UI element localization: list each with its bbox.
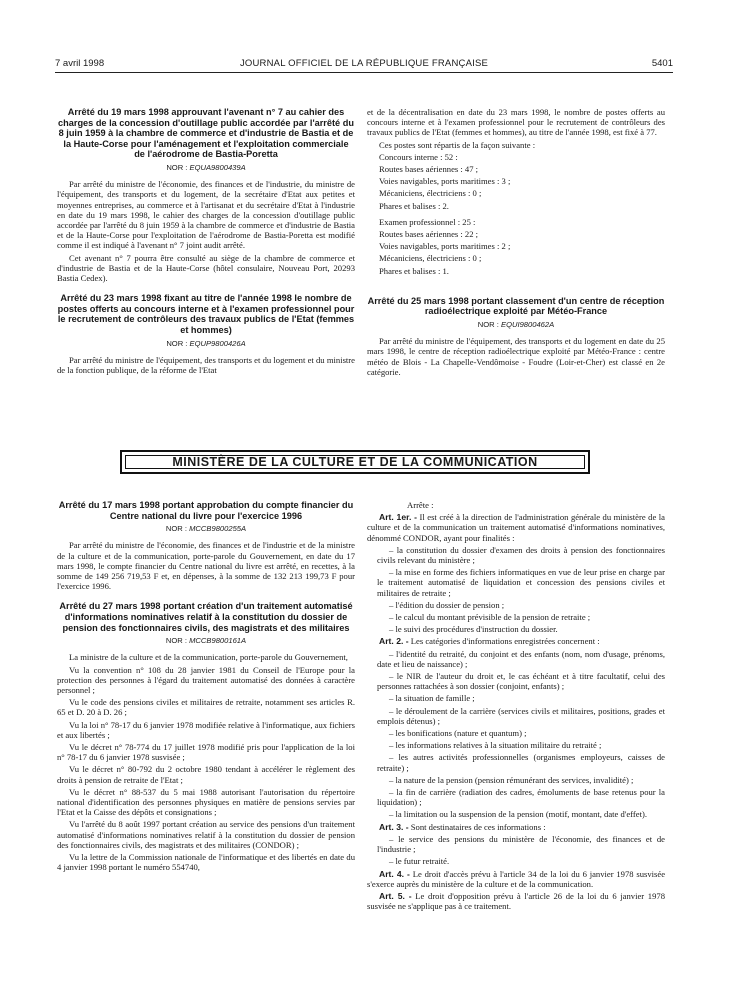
list-heading: Concours interne : 52 : xyxy=(379,151,458,162)
article-text: Les catégories d'informations enregistrées concernent : xyxy=(408,636,600,647)
lower-right-column xyxy=(367,500,665,913)
list-item: – l'identité du retraité, du conjoint et des enfants (nom, nom d'usage, prénoms, date et lieu de naissance) ; xyxy=(377,648,665,669)
nor-code: MCCB9800255A xyxy=(189,524,247,534)
nor-reference xyxy=(57,636,355,646)
upper-right-column xyxy=(367,107,665,379)
article-label: Art. 5. - xyxy=(379,890,412,901)
article-label: Art. 1er. - xyxy=(379,512,417,523)
lower-left-column xyxy=(57,500,355,874)
list-item: – la mise en forme des fichiers informatiques en vue de leur prise en charge par le traitement automatisé de liquidation et concession des pensions civiles et militaires de retraite ; xyxy=(377,567,665,598)
list-heading: Examen professionnel : 25 : xyxy=(379,216,476,227)
visa-paragraph: Vu le décret n° 80-792 du 2 octobre 1980 tendant à accélérer le règlement des droits à pension de retraite de l'Etat ; xyxy=(57,764,355,785)
decree-paragraph: Par arrêté du ministre de l'équipement, des transports et du logement et du ministre de la fonction publique, de la réforme de l'Etat xyxy=(57,354,355,375)
decree-paragraph: Par arrêté du ministre de l'économie, des finances et de l'industrie et de la ministre de la culture et de la communication, porte-parole du Gouvernement, en date du 17 mars 1998, le compte financier du Centre national du livre est arrêté, en recettes, à la somme de 149 256 719,53 F et, en dépenses, à la somme de 132 213 199,73 F pour l'exercice 1996. xyxy=(57,540,355,592)
header-date: 7 avril 1998 xyxy=(55,58,105,69)
nor-label: NOR : xyxy=(166,162,190,172)
nor-code: EQUA9800439A xyxy=(189,162,246,172)
nor-reference xyxy=(57,163,355,173)
list-item: Mécaniciens, électriciens : 0 ; xyxy=(379,188,482,199)
decree-paragraph: Ces postes sont répartis de la façon suivante : xyxy=(379,139,536,150)
list-item: – la nature de la pension (pension rémunérant des services, invalidité) ; xyxy=(389,774,634,785)
ministry-heading: MINISTÈRE DE LA CULTURE ET DE LA COMMUNICATION xyxy=(120,450,590,474)
list-item: Voies navigables, ports maritimes : 3 ; xyxy=(379,176,511,187)
arrete-line: Arrête : xyxy=(407,500,434,510)
nor-code: EQUP9800426A xyxy=(189,338,246,348)
list-item: – le calcul du montant prévisible de la pension de retraite ; xyxy=(389,612,591,623)
list-item: Voies navigables, ports maritimes : 2 ; xyxy=(379,241,511,252)
article-text: Le droit d'accès prévu à l'article 34 de la loi du 6 janvier 1978 susvisée s'exerce auprès du ministère de la culture et de la communication. xyxy=(367,868,666,889)
decree-title: Arrêté du 23 mars 1998 fixant au titre de l'année 1998 le nombre de postes offerts au concours interne et à l'examen professionnel pour le recrutement de contrôleurs des travaux publics de l'Etat (femmes et hommes) xyxy=(57,293,355,335)
article-5 xyxy=(367,891,665,911)
list-item: – le service des pensions du ministère de l'économie, des finances et de l'industrie ; xyxy=(377,833,665,855)
list-item: – la constitution du dossier d'examen des droits à pension des fonctionnaires civils relevant du ministère ; xyxy=(377,544,665,566)
list-item: – l'édition du dossier de pension ; xyxy=(389,599,505,610)
article-3 xyxy=(367,822,665,832)
upper-left-column xyxy=(57,107,355,377)
list-item: Routes bases aériennes : 47 ; xyxy=(379,164,479,175)
list-item: – les bonifications (nature et quantum) ; xyxy=(389,728,527,739)
decree-paragraph: Par arrêté du ministre de l'équipement, des transports et du logement en date du 25 mars 1998, le centre de réception radioélectrique exploité par Météo-France : centre météo de Blois - La Chapelle-Vendômoise - Foudre (Loir-et-Cher) est classé en 2e catégorie. xyxy=(367,336,665,377)
visa-paragraph: Vu l'arrêté du 8 août 1997 portant création au service des pensions d'un traitement automatisé d'informations nominatives relatif à la constitution du dossier de pension des fonctionnaires civils, des magistrats et des militaires (CONDOR) ; xyxy=(57,819,355,850)
visa-paragraph: Vu le décret n° 88-537 du 5 mai 1988 autorisant l'autorisation du répertoire national d'identification des personnes physiques en matière de pensions servies par l'Etat et la Caisse des dépôts et consignations ; xyxy=(57,786,355,818)
list-item: – la limitation ou la suspension de la pension (motif, montant, date d'effet). xyxy=(389,809,647,820)
nor-code: EQUI9800462A xyxy=(501,320,555,330)
list-item: Routes bases aériennes : 22 ; xyxy=(379,229,479,240)
article-label: Art. 2. - xyxy=(379,636,409,647)
header-page-number: 5401 xyxy=(651,58,673,69)
article-4 xyxy=(367,869,665,889)
list-item: Phares et balises : 2. xyxy=(379,200,449,211)
decree-paragraph: Par arrêté du ministre de l'économie, des finances et de l'industrie, du ministre de l'équipement, des transports et du logement, de la secrétaire d'Etat aux petites et moyennes entreprises, au commerce et à l'artisanat et du secrétaire d'Etat à l'industrie en date du 19 mars 1998, le cahier des charges de la concession d'outillage public accordée par l'arrêté du 8 juin 1959 à la chambre de commerce et d'industrie de Bastia et de la Haute-Corse pour l'exploitation de l'aérodrome de Bastia-Poretta est modifié comme il est indiqué à l'avenant n° 7 joint audit arrêté. xyxy=(57,179,355,251)
decree-paragraph: La ministre de la culture et de la communication, porte-parole du Gouvernement, xyxy=(69,652,348,663)
list-item: Mécaniciens, électriciens : 0 ; xyxy=(379,253,482,264)
decree-paragraph: Cet avenant n° 7 pourra être consulté au siège de la chambre de commerce et d'industrie de Bastia et de la Haute-Corse (hôtel consulaire, Nouveau Port, 20293 Bastia Cedex). xyxy=(57,252,355,283)
nor-reference xyxy=(57,339,355,349)
nor-reference xyxy=(367,320,665,330)
nor-label: NOR : xyxy=(166,338,190,348)
header-journal-title: JOURNAL OFFICIEL DE LA RÉPUBLIQUE FRANÇAISE xyxy=(239,58,489,69)
article-text: Il est créé à la direction de l'administration générale du ministère de la culture et de la communication un traitement automatisé d'informations nominatives, dénommé CONDOR, ayant pour finalités : xyxy=(367,512,665,543)
visa-paragraph: Vu la convention n° 108 du 28 janvier 1981 du Conseil de l'Europe pour la protection des personnes à l'égard du traitement automatisé des données à caractère personnel ; xyxy=(57,664,355,695)
nor-label: NOR : xyxy=(477,320,501,330)
visa-paragraph: Vu le code des pensions civiles et militaires de retraite, notamment ses articles R. 65 et D. 20 à D. 26 ; xyxy=(57,697,355,718)
list-item: – les autres activités professionnelles (organismes employeurs, caisses de retraite) ; xyxy=(377,752,665,773)
article-text: Sont destinataires de ces informations : xyxy=(408,821,546,832)
visa-paragraph: Vu le décret n° 78-774 du 17 juillet 1978 modifié pris pour l'application de la loi n° 78-17 du 6 janvier 1978 susvisée ; xyxy=(57,742,355,763)
nor-label: NOR : xyxy=(165,636,190,646)
decree-title: Arrêté du 17 mars 1998 portant approbation du compte financier du Centre national du livre pour l'exercice 1996 xyxy=(58,500,354,521)
article-1 xyxy=(367,512,665,543)
nor-reference xyxy=(57,524,355,534)
list-item: – le futur retraité. xyxy=(389,856,450,867)
decree-paragraph: et de la décentralisation en date du 23 mars 1998, le nombre de postes offerts au concours interne et à l'examen professionnel pour le recrutement de contrôleurs des travaux publics de l'Etat (femmes et hommes), au titre de l'année 1998, est fixé à 77. xyxy=(367,107,665,138)
article-label: Art. 4. - xyxy=(379,868,410,879)
list-item: Phares et balises : 1. xyxy=(379,265,449,276)
nor-label: NOR : xyxy=(165,524,190,534)
list-item: – la fin de carrière (radiation des cadres, émoluments de base retenus pour la liquidation) ; xyxy=(377,787,665,808)
list-item: – la situation de famille ; xyxy=(389,693,475,704)
article-2 xyxy=(367,636,665,646)
decree-title: Arrêté du 27 mars 1998 portant création d'un traitement automatisé d'informations nominatives relatif à la constitution du dossier de pension des fonctionnaires civils, des magistrats et des militaires xyxy=(59,601,353,633)
decree-title: Arrêté du 25 mars 1998 portant classement d'un centre de réception radioélectrique exploité par Météo-France xyxy=(367,295,665,317)
list-item: – le déroulement de la carrière (services civils et militaires, positions, grades et emplois détenus) ; xyxy=(377,705,665,726)
article-label: Art. 3. - xyxy=(379,821,409,832)
article-text: Le droit d'opposition prévu à l'article 26 de la loi du 6 janvier 1978 susvisée ne s'applique pas à ce traitement. xyxy=(367,890,665,912)
list-item: – le NIR de l'auteur du droit et, le cas échéant et à titre facultatif, celui des personnes rattachées à son dossier (conjoint, enfants) ; xyxy=(377,671,665,692)
visa-paragraph: Vu la loi n° 78-17 du 6 janvier 1978 modifiée relative à l'informatique, aux fichiers et aux libertés ; xyxy=(57,719,355,740)
list-item: – le suivi des procédures d'instruction du dossier. xyxy=(389,624,558,635)
visa-paragraph: Vu la lettre de la Commission nationale de l'informatique et des libertés en date du 4 janvier 1998 portant le numéro 554740, xyxy=(57,852,355,873)
list-item: – les informations relatives à la situation militaire du retraité ; xyxy=(389,740,602,751)
nor-code: MCCB9800161A xyxy=(189,636,247,646)
page-header xyxy=(55,58,673,73)
decree-title: Arrêté du 19 mars 1998 approuvant l'avenant n° 7 au cahier des charges de la concession d'outillage public accordée par l'arrêté du 8 juin 1959 à la chambre de commerce et d'industrie de Bastia et de la Haute-Corse pour l'aménagement et l'exploitation commerciale de l'aérodrome de Bastia-Poretta xyxy=(58,107,354,160)
